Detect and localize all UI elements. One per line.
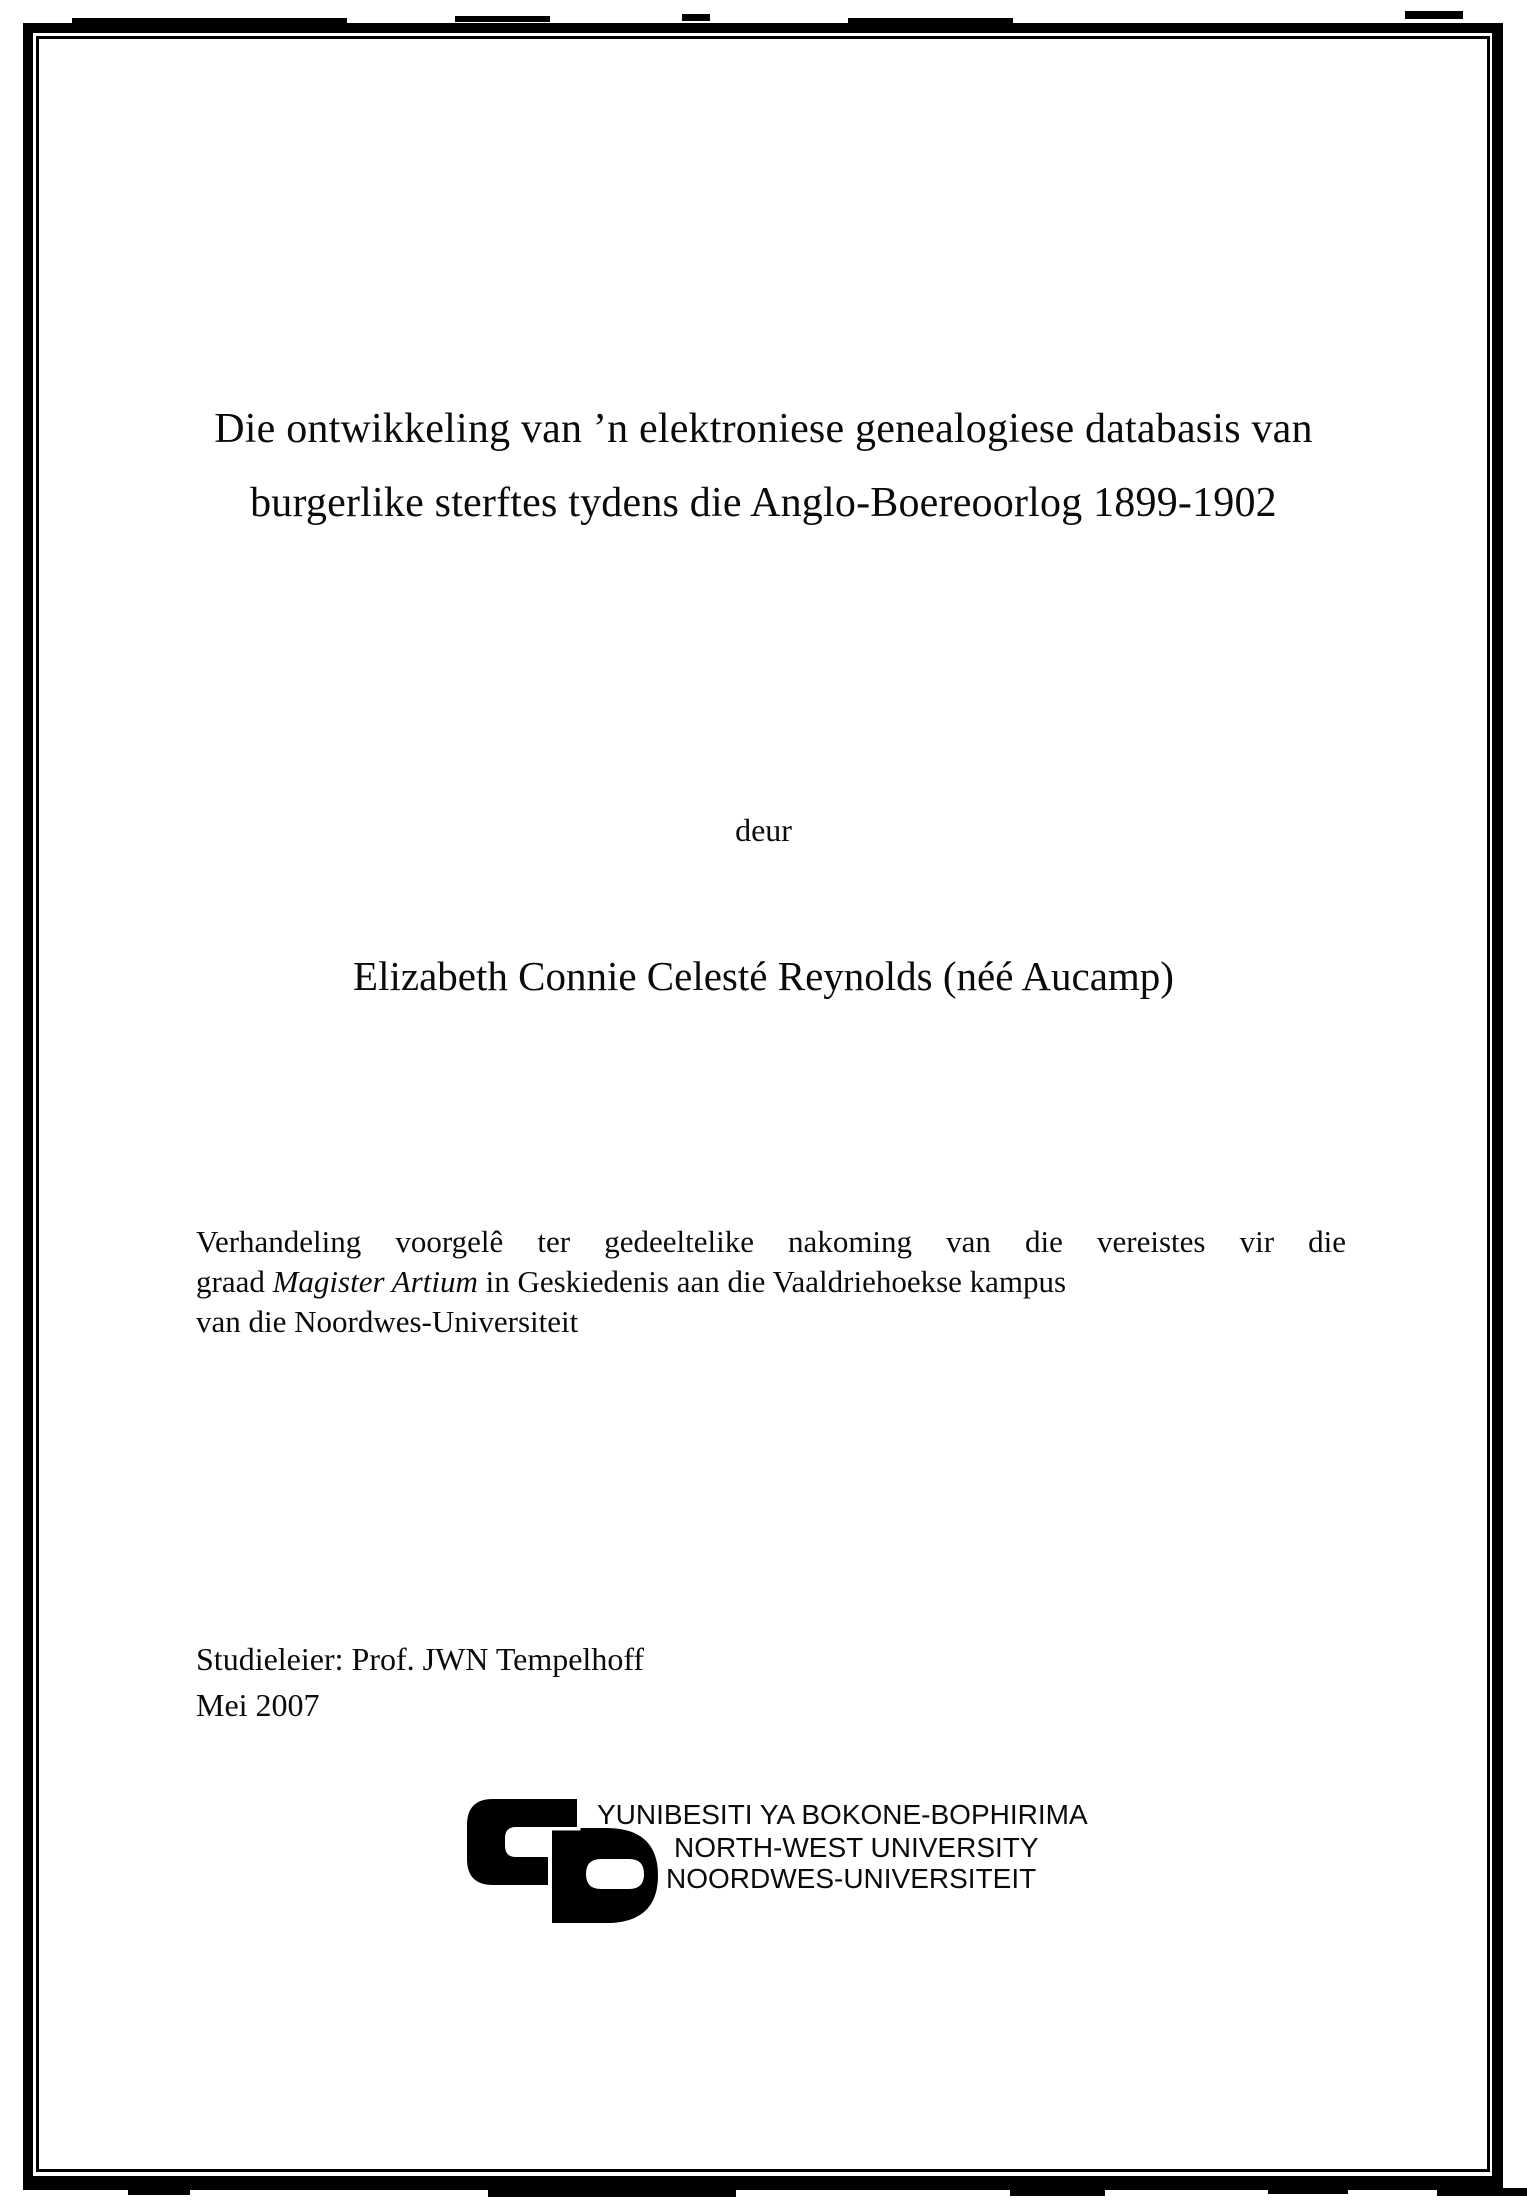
logo-text-afrikaans: NOORDWES-UNIVERSITEIT: [666, 1863, 1037, 1894]
thesis-title: [110, 392, 1417, 540]
statement-line1: Verhandeling voorgelê ter gedeeltelike nakoming van die vereistes vir die: [196, 1224, 1346, 1259]
statement-line3: van die Noordwes-Universiteit: [196, 1304, 579, 1339]
scan-artifact: [1010, 2189, 1105, 2196]
scan-artifact: [455, 16, 550, 22]
statement-line2-pre: graad: [196, 1264, 273, 1299]
author-name: Elizabeth Connie Celesté Reynolds (néé Aucamp): [353, 953, 1174, 999]
thesis-title-line1: Die ontwikkeling van ’n elektroniese genealogiese databasis van: [214, 406, 1313, 452]
statement-line2-post: in Geskiedenis aan die Vaaldriehoekse kampus: [477, 1264, 1067, 1299]
scan-artifact: [488, 2188, 736, 2197]
supervisor-block: [196, 1636, 644, 1728]
scan-artifact: [72, 18, 347, 25]
scan-artifact: [128, 2188, 190, 2195]
degree-name-italic: Magister Artium: [272, 1264, 478, 1299]
submission-statement: [196, 1222, 1346, 1342]
scan-artifact: [848, 18, 1013, 24]
logo-text-english: NORTH-WEST UNIVERSITY: [674, 1832, 1039, 1863]
byline: deur: [735, 812, 792, 848]
scan-artifact: [682, 14, 710, 21]
scan-artifact: [1268, 2187, 1348, 2194]
scan-artifact: [1405, 11, 1463, 19]
logo-text-setswana: YUNIBESITI YA BOKONE-BOPHIRIMA: [597, 1799, 1088, 1830]
date-line: Mei 2007: [196, 1687, 320, 1723]
statement-line2: [196, 1262, 1346, 1302]
supervisor-line: Studieleier: Prof. JWN Tempelhoff: [196, 1641, 645, 1677]
thesis-title-line2: burgerlike sterftes tydens die Anglo-Boereoorlog 1899-1902: [250, 480, 1277, 526]
scan-artifact: [1437, 2188, 1527, 2196]
